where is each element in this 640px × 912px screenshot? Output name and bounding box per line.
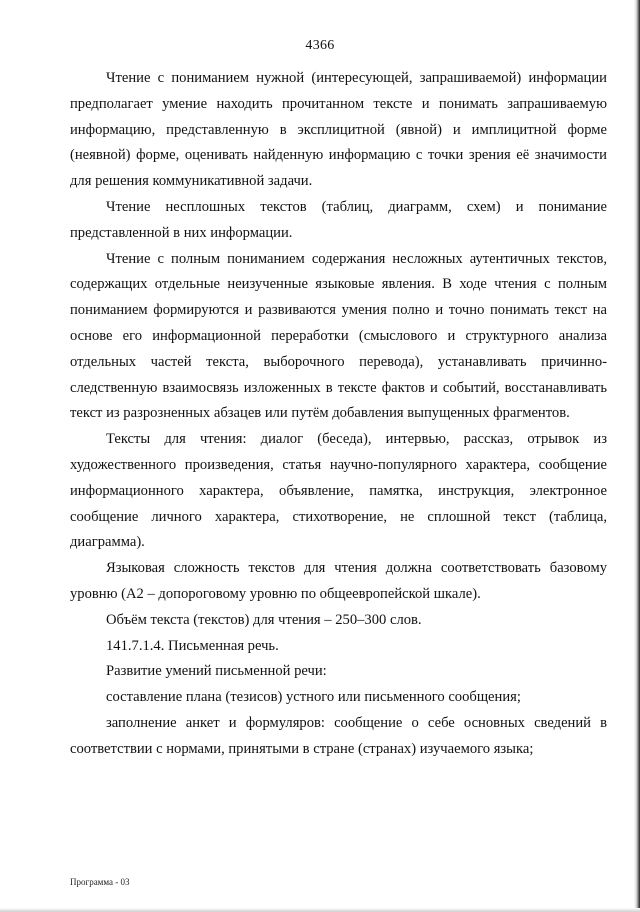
footer-label: Программа - 03 — [70, 877, 130, 887]
section-heading: 141.7.1.4. Письменная речь. — [106, 637, 279, 654]
paragraph: Объём текста (текстов) для чтения – 250–300 слов. — [106, 611, 422, 628]
paragraph: Тексты для чтения: диалог (беседа), интервью, рассказ, отрывок из художественного произведения, статья научно-популярного характера, сообщение информационного характера, объявление, памятка, инструкция, электронное сообщение личного характера, стихотворение, не сплошной текст (таблица, диаграмма). — [70, 431, 607, 551]
scan-edge-right — [634, 0, 640, 912]
paragraph: Развитие умений письменной речи: — [106, 663, 327, 680]
paragraph: составление плана (тезисов) устного или письменного сообщения; — [106, 689, 521, 706]
paragraph: Языковая сложность текстов для чтения должна соответствовать базовому уровню (А2 – допороговому уровню по общеевропейской шкале). — [70, 560, 607, 602]
paragraph: Чтение с пониманием нужной (интересующей, запрашиваемой) информации предполагает умение находить прочитанном тексте и понимать запрашиваемую информацию, представленную в эксплицитной (явной) и имплицитной форме (неявной) форме, оценивать найденную информацию с точки зрения её значимости для решения коммуникативной задачи. — [70, 70, 607, 190]
document-body — [70, 66, 607, 763]
paragraph: заполнение анкет и формуляров: сообщение о себе основных сведений в соответствии с нормами, принятыми в стране (странах) изучаемого языка; — [70, 714, 607, 757]
scan-edge-bottom — [0, 908, 640, 912]
paragraph: Чтение несплошных текстов (таблиц, диаграмм, схем) и понимание представленной в них информации. — [70, 198, 607, 241]
paragraph: Чтение с полным пониманием содержания несложных аутентичных текстов, содержащих отдельные неизученные языковые явления. В ходе чтения с полным пониманием формируются и развиваются умения полно и точно понимать текст на основе его информационной переработки (смыслового и структурного анализа отдельных частей текста, выборочного перевода), устанавливать причинно-следственную взаимосвязь изложенных в тексте фактов и событий, восстанавливать текст из разрозненных абзацев или путём добавления выпущенных фрагментов. — [70, 250, 607, 422]
page-number: 4366 — [305, 38, 335, 53]
